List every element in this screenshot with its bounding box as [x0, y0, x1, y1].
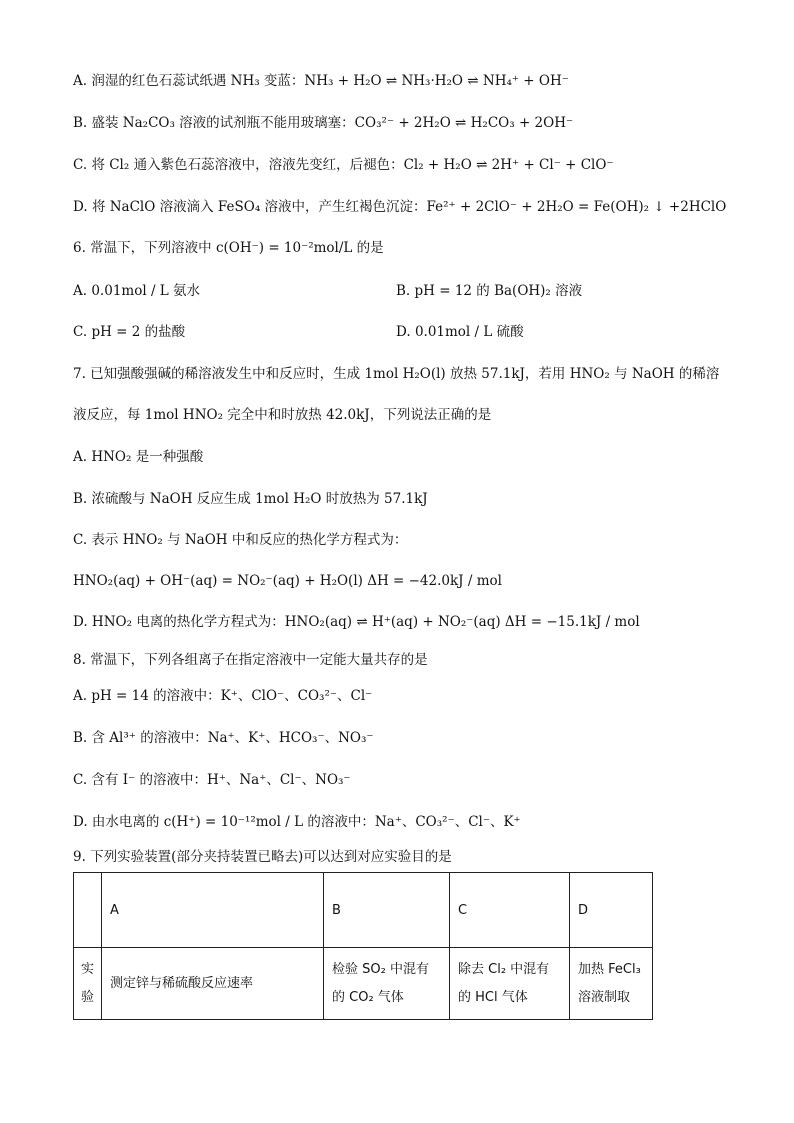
option-label: A. [73, 283, 88, 299]
table-cell: 加热 FeCl₃ 溶液制取 [570, 948, 653, 1020]
table-header-cell: B [324, 873, 450, 948]
q6-option-c [73, 322, 185, 342]
option-label: C. [73, 324, 88, 340]
table-cell: 检验 SO₂ 中混有的 CO₂ 气体 [324, 948, 450, 1020]
q8-option-b: B. 含 Al³⁺ 的溶液中：Na⁺、K⁺、HCO₃⁻、NO₃⁻ [73, 730, 374, 746]
q7-option-b: B. 浓硫酸与 NaOH 反应生成 1mol H₂O 时放热为 57.1kJ [73, 491, 428, 507]
option-text: pH = 2 的盐酸 [91, 324, 186, 340]
q6-option-d [396, 322, 524, 342]
q7-option-d: D. HNO₂ 电离的热化学方程式为：HNO₂(aq) ⇌ H⁺(aq) + NO₂⁻(aq) ΔH = −15.1kJ / mol [73, 614, 640, 630]
q5-option-c [73, 155, 614, 175]
q6-option-b [396, 281, 582, 301]
option-label: A. [73, 73, 88, 89]
option-label: D. [396, 324, 411, 340]
table-header-cell: D [570, 873, 653, 948]
table-row [74, 948, 653, 1020]
q8-option-c: C. 含有 I⁻ 的溶液中：H⁺、Na⁺、Cl⁻、NO₃⁻ [73, 772, 351, 788]
table-header-cell: C [450, 873, 570, 948]
q9-stem: 9. 下列实验装置(部分夹持装置已略去)可以达到对应实验目的是 [73, 849, 452, 865]
q5-option-d [73, 197, 726, 217]
q7-option-a: A. HNO₂ 是一种强酸 [73, 449, 204, 465]
table-header-cell: A [102, 873, 324, 948]
q8-option-d: D. 由水电离的 c(H⁺) = 10⁻¹²mol / L 的溶液中：Na⁺、CO₃²⁻、Cl⁻、K⁺ [73, 814, 521, 830]
option-text: pH = 12 的 Ba(OH)₂ 溶液 [414, 283, 583, 299]
table-cell: 测定锌与稀硫酸反应速率 [102, 948, 324, 1020]
option-label: B. [73, 115, 88, 131]
option-label: D. [73, 199, 88, 215]
option-text: 润湿的红色石蕊试纸遇 NH₃ 变蓝：NH₃ + H₂O ⇌ NH₃·H₂O ⇌ NH₄⁺ + OH⁻ [91, 73, 569, 89]
q5-option-a [73, 71, 569, 91]
q5-option-b [73, 113, 573, 133]
option-label: C. [73, 157, 88, 173]
q7-stem-line1: 7. 已知强酸强碱的稀溶液发生中和反应时，生成 1mol H₂O(l) 放热 57.1kJ，若用 HNO₂ 与 NaOH 的稀溶 [73, 366, 720, 382]
q6-option-a [73, 281, 200, 301]
table-row-label: 实验 [74, 948, 102, 1020]
q6-stem: 6. 常温下，下列溶液中 c(OH⁻) = 10⁻²mol/L 的是 [73, 240, 384, 256]
option-text: 将 NaClO 溶液滴入 FeSO₄ 溶液中，产生红褐色沉淀：Fe²⁺ + 2ClO⁻ + 2H₂O = Fe(OH)₂ ↓ +2HClO [91, 199, 727, 215]
experiment-table [73, 872, 653, 1020]
option-text: 0.01mol / L 硫酸 [414, 324, 524, 340]
table-header-row [74, 873, 653, 948]
table-cell: 除去 Cl₂ 中混有的 HCl 气体 [450, 948, 570, 1020]
option-label: B. [396, 283, 411, 299]
table-corner-cell [74, 873, 102, 948]
option-text: 盛装 Na₂CO₃ 溶液的试剂瓶不能用玻璃塞：CO₃²⁻ + 2H₂O ⇌ H₂CO₃ + 2OH⁻ [91, 115, 574, 131]
q8-stem: 8. 常温下，下列各组离子在指定溶液中一定能大量共存的是 [73, 652, 428, 668]
q7-option-c: C. 表示 HNO₂ 与 NaOH 中和反应的热化学方程式为： [73, 532, 408, 548]
option-text: 0.01mol / L 氨水 [91, 283, 201, 299]
q8-option-a: A. pH = 14 的溶液中：K⁺、ClO⁻、CO₃²⁻、Cl⁻ [73, 688, 373, 704]
option-text: 将 Cl₂ 通入紫色石蕊溶液中，溶液先变红，后褪色：Cl₂ + H₂O ⇌ 2H⁺ + Cl⁻ + ClO⁻ [91, 157, 614, 173]
q7-option-c-equation: HNO₂(aq) + OH⁻(aq) = NO₂⁻(aq) + H₂O(l) ΔH = −42.0kJ / mol [73, 573, 502, 589]
q7-stem-line2: 液反应，每 1mol HNO₂ 完全中和时放热 42.0kJ，下列说法正确的是 [73, 407, 492, 423]
